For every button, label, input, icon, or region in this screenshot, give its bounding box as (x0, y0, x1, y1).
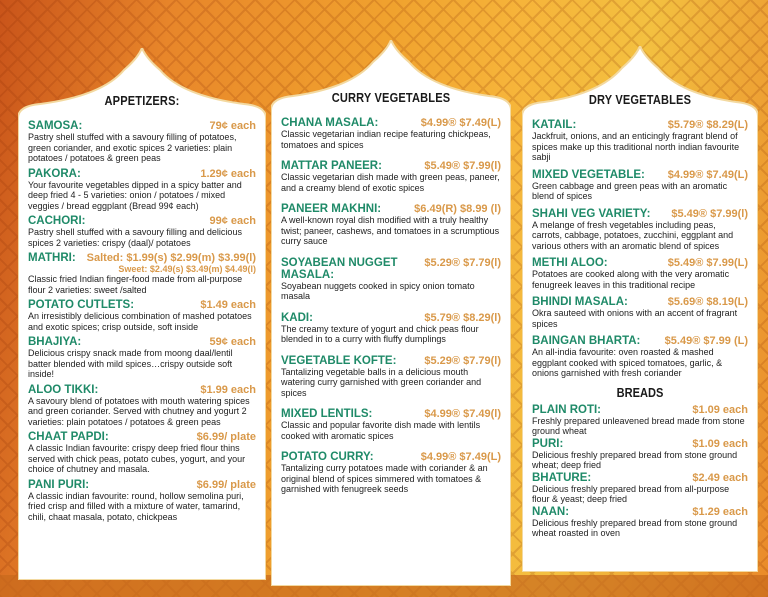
menu-item (281, 117, 501, 150)
item-price: $1.99 each (200, 383, 256, 396)
item-name: VEGETABLE KOFTE: (281, 354, 397, 367)
item-name: MIXED LENTILS: (281, 408, 373, 420)
item-description: An all-india favourite: oven roasted & mashed eggplant cooked with spiced tomatoes, garlic, & onions garnished with fresh coriander (532, 347, 723, 378)
item-description: A savoury blend of potatoes with mouth watering spices and green coriander. Served with chutney and yogurt 2 varieties: plain potatoes / potatoes & green peas (28, 395, 250, 427)
menu-item (28, 431, 256, 475)
item-name: CHAAT PAPDI: (28, 431, 109, 443)
menu-item (281, 257, 501, 302)
menu-item (532, 208, 748, 252)
menu-item (28, 299, 256, 332)
item-price: $6.99/ plate (196, 431, 256, 443)
item-price: $6.99/ plate (196, 478, 256, 491)
item-description: Delicious freshly prepared bread from stone ground wheat; deep fried (532, 449, 738, 470)
curry-vegetables-panel (271, 40, 511, 586)
menu-item (28, 168, 256, 212)
item-name: KADI: (281, 311, 313, 324)
item-description: Classic vegetarian dish made with green peas, paneer, and a creamy blend of exotic spices (281, 172, 500, 193)
menu-item (532, 404, 748, 437)
item-name: SHAHI VEG VARIETY: (532, 207, 651, 220)
item-name: MIXED VEGETABLE: (532, 168, 645, 181)
item-name: ALOO TIKKI: (28, 383, 99, 396)
menu-item (281, 408, 501, 441)
item-name: PANI PURI: (28, 478, 90, 491)
item-price: 1.29¢ each (200, 167, 256, 180)
item-name: SOYABEAN NUGGET MASALA: (281, 256, 398, 281)
item-name: NAAN: (532, 505, 570, 518)
menu-item (532, 169, 748, 202)
item-description: An irresistibly delicious combination of mashed potatoes and exotic spices; crisp outside, soft inside (28, 311, 252, 332)
item-name: BAINGAN BHARTA: (532, 335, 641, 347)
item-description: Classic fried Indian finger-food made from all-purpose flour 2 varieties: sweet /salted (28, 274, 243, 295)
item-name: PAKORA: (28, 167, 81, 180)
item-description: A well-known royal dish modified with a truly healthy twist; paneer, cashews, and tomatoes in a scrumptious curry sauce (281, 215, 500, 246)
menu-item (532, 438, 748, 471)
item-price: $5.69® $8.19(L) (667, 296, 748, 308)
item-description: A melange of fresh vegetables including peas, carrots, cabbage, potatoes, zucchini, eggplant and various others with an aromatic blend of spices (532, 219, 734, 251)
item-description: The creamy texture of yogurt and chick peas flour blended in to a curry with fluffy dumplings (281, 323, 479, 344)
item-price: 79¢ each (209, 120, 256, 132)
item-description: Tantalizing curry potatoes made with coriander & an original blend of spices simmered with tomatoes & garnished with fenugreek seeds (281, 463, 488, 494)
section-title: APPETIZERS: (104, 93, 180, 108)
item-price: 59¢ each (209, 336, 256, 348)
item-description: Green cabbage and green peas with an aromatic blend of spices (532, 180, 728, 201)
item-price: $1.09 each (692, 437, 748, 450)
item-price: $5.49® $7.99(l) (424, 160, 501, 172)
dry-vegetables-panel (522, 46, 758, 572)
item-price: $5.49® $7.99(L) (667, 257, 748, 269)
item-description: Your favourite vegetables dipped in a spicy batter and deep fried 4 - 5 varieties: onion / potatoes / mixed veggies / bread eggplant (Bread 99¢ each) (28, 179, 242, 211)
item-price: $4.99® $7.49(L) (667, 168, 748, 181)
item-description: Pastry shell stuffed with a savoury filling and delicious spices 2 varieties: crispy (daal)/ potatoes (28, 227, 242, 248)
item-price: $5.49® $7.99 (L) (664, 335, 748, 347)
item-description: Freshly prepared unleavened bread made from stone ground wheat (532, 415, 745, 436)
item-price: $4.99® $7.49(l) (424, 408, 501, 420)
breads-title: BREADS (616, 384, 664, 400)
item-price: $4.99® $7.49(L) (420, 451, 501, 463)
item-price: $1.29 each (692, 505, 748, 518)
item-description: Okra sauteed with onions with an accent of fragrant spices (532, 308, 738, 329)
item-description: Soyabean nuggets cooked in spicy onion tomato masala (281, 280, 475, 301)
item-name: PANEER MAKHNI: (281, 203, 382, 215)
item-description: A classic indian favourite: round, hollow semolina puri, fried crisp and filled with a mixture of water, tamarind, chili, chaat masala, potato, chickpeas (28, 490, 244, 522)
section-title: DRY VEGETABLES (588, 92, 692, 107)
item-description: Delicious freshly prepared bread from all-purpose flour & yeast; deep fried (532, 483, 730, 504)
item-price: $6.49(R) $8.99 (l) (414, 203, 501, 215)
item-description: Pastry shell stuffed with a savoury filling of potatoes, green coriander, and exotic spices 2 varieties: plain potatoes / potatoes & green peas (28, 132, 237, 163)
item-name: MATHRI: (28, 252, 76, 264)
item-description: Delicious freshly prepared bread from stone ground wheat roasted in oven (532, 517, 738, 538)
menu-item (532, 472, 748, 505)
item-description: Jackfruit, onions, and an enticingly fragrant blend of spices make up this traditional north indian favourite sabji (532, 131, 740, 162)
section-title: CURRY VEGETABLES (331, 90, 451, 105)
menu-item (281, 203, 501, 247)
item-price: 99¢ each (209, 215, 256, 227)
item-name: PURI: (532, 437, 564, 450)
item-name: MATTAR PANEER: (281, 160, 382, 172)
item-price: $5.29® $7.79(l) (424, 256, 501, 269)
item-name: KATAIL: (532, 119, 577, 131)
item-price: $2.49 each (692, 471, 748, 484)
menu-item (281, 312, 501, 345)
item-name: SAMOSA: (28, 120, 83, 132)
menu-item (532, 119, 748, 163)
item-name: BHAJIYA: (28, 336, 82, 348)
item-description: A classic Indian favourite: crispy deep fried flour thins served with chick peas, potato cubes, yogurt, and your choice of chutney and masala. (28, 443, 246, 474)
item-price: $1.49 each (200, 299, 256, 311)
menu-item (28, 336, 256, 380)
item-description: Tantalizing vegetable balls in a delicious mouth watering curry garnished with green coriander and spices (281, 366, 482, 398)
item-name: POTATO CUTLETS: (28, 299, 135, 311)
item-description: Classic and popular favorite dish made with lentils cooked with aromatic spices (281, 420, 481, 441)
menu-item (532, 296, 748, 329)
item-price: Salted: $1.99(s) $2.99(m) $3.99(l) (86, 252, 256, 264)
menu-item (281, 355, 501, 399)
menu-item (532, 257, 748, 290)
item-price: $5.79® $8.29(L) (667, 119, 748, 131)
menu-item (281, 451, 501, 495)
item-name: BHINDI MASALA: (532, 296, 628, 308)
item-name: CHANA MASALA: (281, 117, 379, 129)
item-description: Delicious crispy snack made from moong daal/lentil batter blended with mild spices…crispy outside soft inside! (28, 348, 233, 379)
menu-item (532, 335, 748, 379)
item-price: $1.09 each (692, 403, 748, 416)
item-description: Potatoes are cooked along with the very aromatic fenugreek leaves in this traditional recipe (532, 269, 730, 290)
item-description: Classic vegetarian indian recipe featuring chickpeas, tomatoes and spices (281, 129, 491, 150)
item-name: PLAIN ROTI: (532, 403, 601, 416)
menu-item (28, 252, 256, 295)
item-price: $5.29® $7.79(l) (424, 354, 501, 367)
item-price: $5.79® $8.29(l) (424, 311, 501, 324)
item-name: BHATURE: (532, 471, 592, 484)
item-price-sweet: Sweet: $2.49(s) $3.49(m) $4.49(l) (118, 264, 256, 274)
menu-item (281, 160, 501, 193)
appetizers-panel (18, 48, 266, 580)
item-name: METHI ALOO: (532, 257, 608, 269)
item-name: POTATO CURRY: (281, 451, 374, 463)
item-price: $4.99® $7.49(L) (420, 117, 501, 129)
menu-item (28, 384, 256, 428)
menu-item (28, 479, 256, 523)
item-name: CACHORI: (28, 215, 86, 227)
menu-item (532, 506, 748, 539)
menu-item (28, 215, 256, 248)
menu-item (28, 120, 256, 164)
item-price: $5.49® $7.99(l) (671, 207, 748, 220)
